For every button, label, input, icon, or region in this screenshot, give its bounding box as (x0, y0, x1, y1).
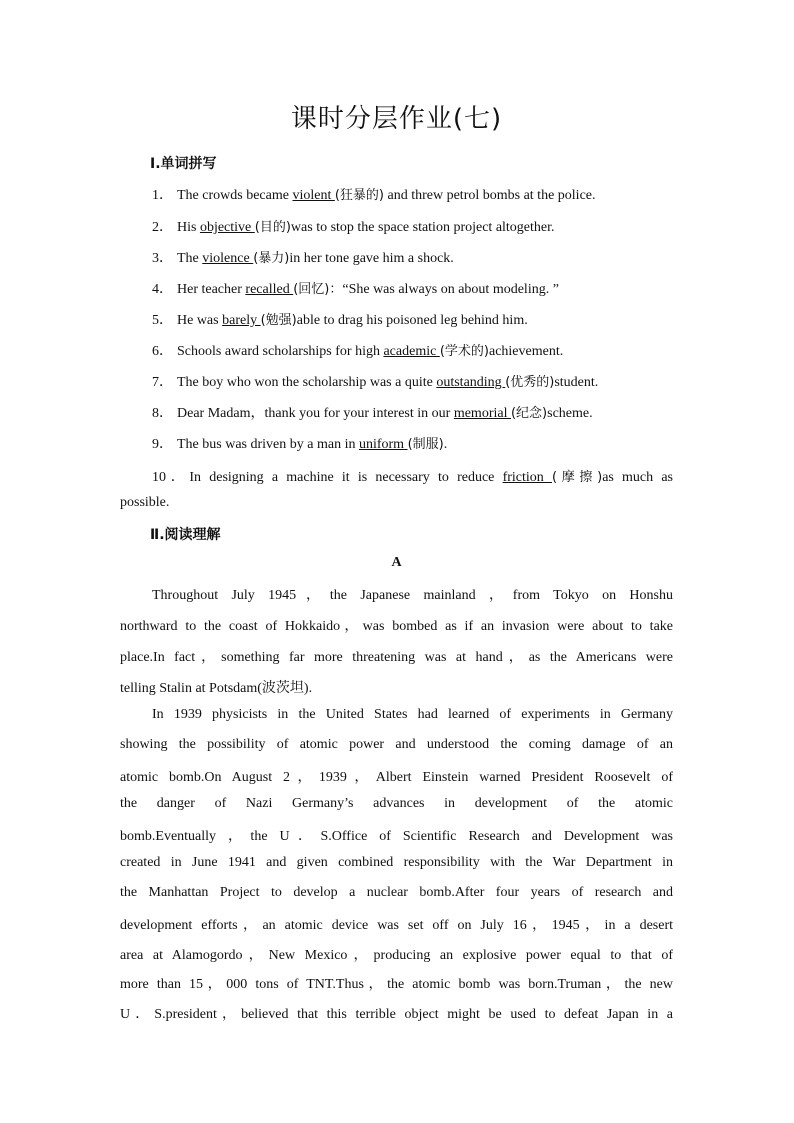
answer-word: memorial (453, 406, 511, 421)
passage-line: development efforts，an atomic device was set off on July 16，1945，in a desert (120, 918, 673, 933)
item-text: was to stop the space station project altogether. (290, 220, 555, 235)
answer-word: uniform (358, 437, 408, 452)
passage-line: atomic bomb.On August 2，1939，Albert Einstein warned President Roosevelt of (120, 770, 673, 785)
answer-word: outstanding (436, 375, 506, 390)
passage-line: Throughout July 1945，the Japanese mainland ，from Tokyo on Honshu (152, 588, 673, 603)
passage-line: bomb.Eventually ，the U．S.Office of Scientific Research and Development was (120, 829, 673, 844)
item-number: 2． (152, 220, 173, 235)
item-text: “She was always on about modeling. ” (342, 282, 559, 297)
chinese-hint: (制服) (407, 437, 444, 452)
answer-word: violent (292, 188, 335, 203)
item-number: 3． (152, 251, 173, 266)
exercise-item (152, 218, 673, 238)
section-heading-reading: Ⅱ.阅读理解 (150, 527, 221, 543)
item-number: 4． (152, 282, 173, 297)
section-heading-spelling: Ⅰ.单词拼写 (150, 156, 217, 172)
item-text: In designing a machine it is necessary to reduce (189, 470, 503, 485)
item-text: The (177, 251, 203, 266)
passage-line: place.In fact，something far more threatening was at hand，as the Americans were (120, 650, 673, 665)
exercise-item (152, 342, 673, 362)
exercise-item (152, 373, 673, 393)
item-text: . (443, 437, 448, 452)
chinese-hint: (优秀的) (505, 375, 555, 390)
chinese-hint: (暴力) (253, 251, 290, 266)
exercise-item (152, 404, 673, 424)
item-text: student. (554, 375, 599, 390)
item-number: 6． (152, 344, 173, 359)
item-text: scheme. (547, 406, 593, 421)
item-text: in her tone gave him a shock. (289, 251, 454, 266)
passage-line: U．S.president，believed that this terrible object might be used to defeat Japan in a (120, 1007, 673, 1022)
item-text: and threw petrol bombs at the police. (384, 188, 596, 203)
passage-label: A (391, 555, 402, 570)
exercise-item (152, 186, 673, 206)
chinese-hint: (回忆)： (293, 282, 343, 297)
item-number: 9． (152, 437, 173, 452)
passage-line: more than 15，000 tons of TNT.Thus，the atomic bomb was born.Truman，the new (120, 977, 673, 992)
chinese-hint: (学术的) (439, 344, 489, 359)
item-text: Dear Madam，thank you for your interest in our (177, 406, 454, 421)
answer-word: violence (202, 251, 254, 266)
chinese-hint: (狂暴的) (334, 188, 384, 203)
exercise-item (152, 311, 673, 331)
answer-word: barely (222, 313, 261, 328)
item-number: 10． (152, 470, 190, 485)
exercise-item-continuation: possible. (120, 495, 170, 510)
passage-line: the danger of Nazi Germany’s advances in development of the atomic (120, 796, 673, 811)
item-number: 7． (152, 375, 173, 390)
answer-word: objective (199, 220, 255, 235)
passage-line: In 1939 physicists in the United States had learned of experiments in Germany (152, 707, 673, 722)
passage-line: showing the possibility of atomic power and understood the coming damage of an (120, 737, 673, 752)
answer-word: friction (502, 470, 552, 485)
item-text: The bus was driven by a man in (177, 437, 359, 452)
item-text: The boy who won the scholarship was a quite (177, 375, 437, 390)
item-text: His (177, 220, 200, 235)
passage-line: the Manhattan Project to develop a nuclear bomb.After four years of research and (120, 885, 673, 900)
answer-word: academic (383, 344, 440, 359)
exercise-item (152, 280, 673, 300)
chinese-hint: (摩擦) (551, 470, 603, 485)
passage-line: area at Alamogordo，New Mexico，producing an explosive power equal to that of (120, 948, 673, 963)
chinese-hint: (目的) (254, 220, 291, 235)
exercise-item (152, 435, 673, 455)
passage-line: created in June 1941 and given combined responsibility with the War Department in (120, 855, 673, 870)
exercise-item (152, 249, 673, 269)
passage-line: northward to the coast of Hokkaido，was bombed as if an invasion were about to take (120, 619, 673, 634)
item-text: achievement. (488, 344, 564, 359)
chinese-hint: (勉强) (260, 313, 297, 328)
item-text: Her teacher (177, 282, 246, 297)
item-number: 5． (152, 313, 173, 328)
chinese-hint: (纪念) (510, 406, 548, 421)
item-text: able to drag his poisoned leg behind him. (296, 313, 528, 328)
item-number: 1． (152, 188, 173, 203)
item-text: The crowds became (177, 188, 293, 203)
item-number: 8． (152, 406, 173, 421)
passage-line: telling Stalin at Potsdam(波茨坦). (120, 681, 313, 696)
page-title: 课时分层作业(七) (290, 104, 503, 134)
exercise-item-line (152, 466, 673, 486)
answer-word: recalled (245, 282, 294, 297)
item-text: as much as (602, 470, 673, 485)
item-text: He was (177, 313, 223, 328)
item-text: Schools award scholarships for high (177, 344, 384, 359)
